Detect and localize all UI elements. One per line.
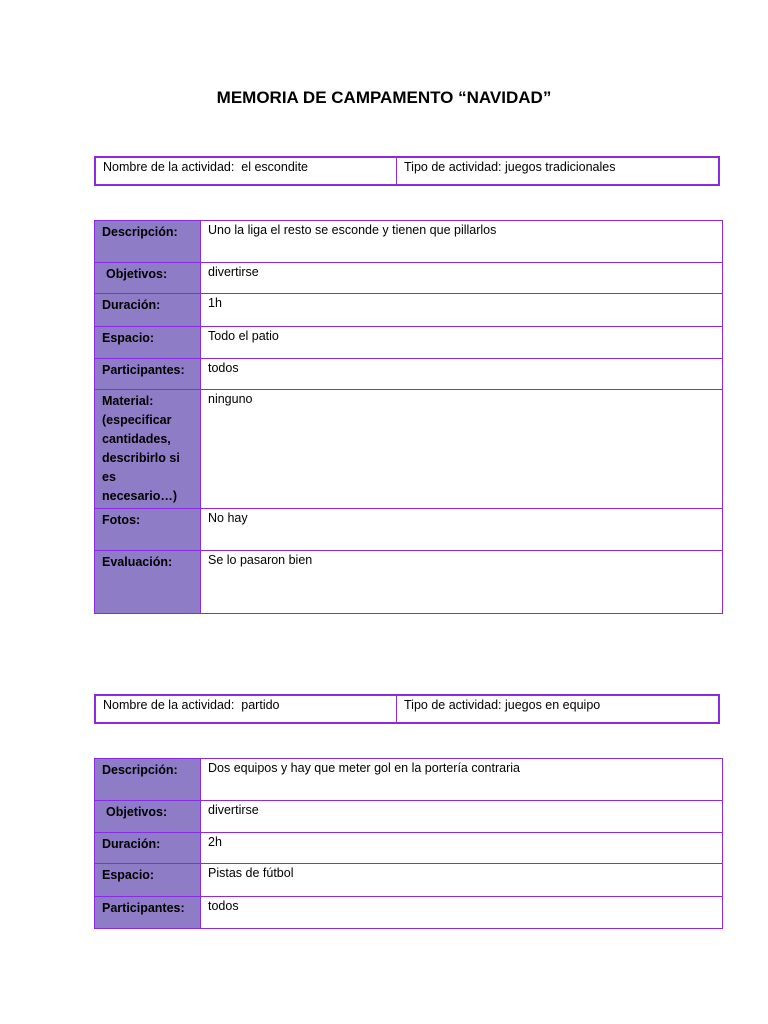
activity-1-type: juegos tradicionales	[505, 160, 616, 174]
activity-2-details-table	[94, 758, 723, 929]
descripcion-label: Descripción:	[95, 759, 201, 801]
material-label: Material: (especificar cantidades, describirlo si es necesario…)	[95, 390, 201, 509]
activity-1-duracion: 1h	[201, 294, 723, 327]
table-row	[95, 897, 723, 929]
table-row	[95, 327, 723, 359]
activity-1-material: ninguno	[201, 390, 723, 509]
table-row	[95, 833, 723, 864]
table-row	[95, 801, 723, 833]
activity-1-fotos: No hay	[201, 509, 723, 551]
fotos-label: Fotos:	[95, 509, 201, 551]
espacio-label: Espacio:	[95, 327, 201, 359]
activity-1-details-table	[94, 220, 723, 614]
duracion-label: Duración:	[95, 833, 201, 864]
activity-2-name-cell	[96, 696, 397, 722]
activity-1-name-cell	[96, 158, 397, 184]
activity-1-evaluacion: Se lo pasaron bien	[201, 551, 723, 614]
objetivos-label: Objetivos:	[95, 801, 201, 833]
participantes-label: Participantes:	[95, 359, 201, 390]
activity-1-participantes: todos	[201, 359, 723, 390]
objetivos-label: Objetivos:	[95, 263, 201, 294]
table-row	[95, 359, 723, 390]
activity-name-label: Nombre de la actividad:	[103, 160, 235, 174]
table-row	[95, 390, 723, 509]
table-row	[95, 759, 723, 801]
document-title: MEMORIA DE CAMPAMENTO “NAVIDAD”	[216, 88, 552, 107]
activity-1-objetivos: divertirse	[201, 263, 723, 294]
activity-2-objetivos: divertirse	[201, 801, 723, 833]
activity-1-type-cell	[397, 158, 718, 184]
participantes-label: Participantes:	[95, 897, 201, 929]
evaluacion-label: Evaluación:	[95, 551, 201, 614]
table-row	[95, 263, 723, 294]
table-row	[95, 294, 723, 327]
activity-1-descripcion: Uno la liga el resto se esconde y tienen que pillarlos	[201, 221, 723, 263]
activity-2-espacio: Pistas de fútbol	[201, 864, 723, 897]
activity-2-header	[94, 694, 720, 724]
duracion-label: Duración:	[95, 294, 201, 327]
activity-2-type-cell	[397, 696, 718, 722]
activity-type-label: Tipo de actividad:	[404, 698, 502, 712]
activity-type-label: Tipo de actividad:	[404, 160, 502, 174]
activity-1-name: el escondite	[241, 160, 308, 174]
table-row	[95, 551, 723, 614]
activity-2-type: juegos en equipo	[505, 698, 601, 712]
activity-2-duracion: 2h	[201, 833, 723, 864]
table-row	[95, 864, 723, 897]
table-row	[95, 509, 723, 551]
descripcion-label: Descripción:	[95, 221, 201, 263]
activity-name-label: Nombre de la actividad:	[103, 698, 235, 712]
espacio-label: Espacio:	[95, 864, 201, 897]
activity-1-espacio: Todo el patio	[201, 327, 723, 359]
activity-1-header	[94, 156, 720, 186]
activity-2-descripcion: Dos equipos y hay que meter gol en la portería contraria	[201, 759, 723, 801]
table-row	[95, 221, 723, 263]
activity-2-name: partido	[241, 698, 280, 712]
activity-2-participantes: todos	[201, 897, 723, 929]
